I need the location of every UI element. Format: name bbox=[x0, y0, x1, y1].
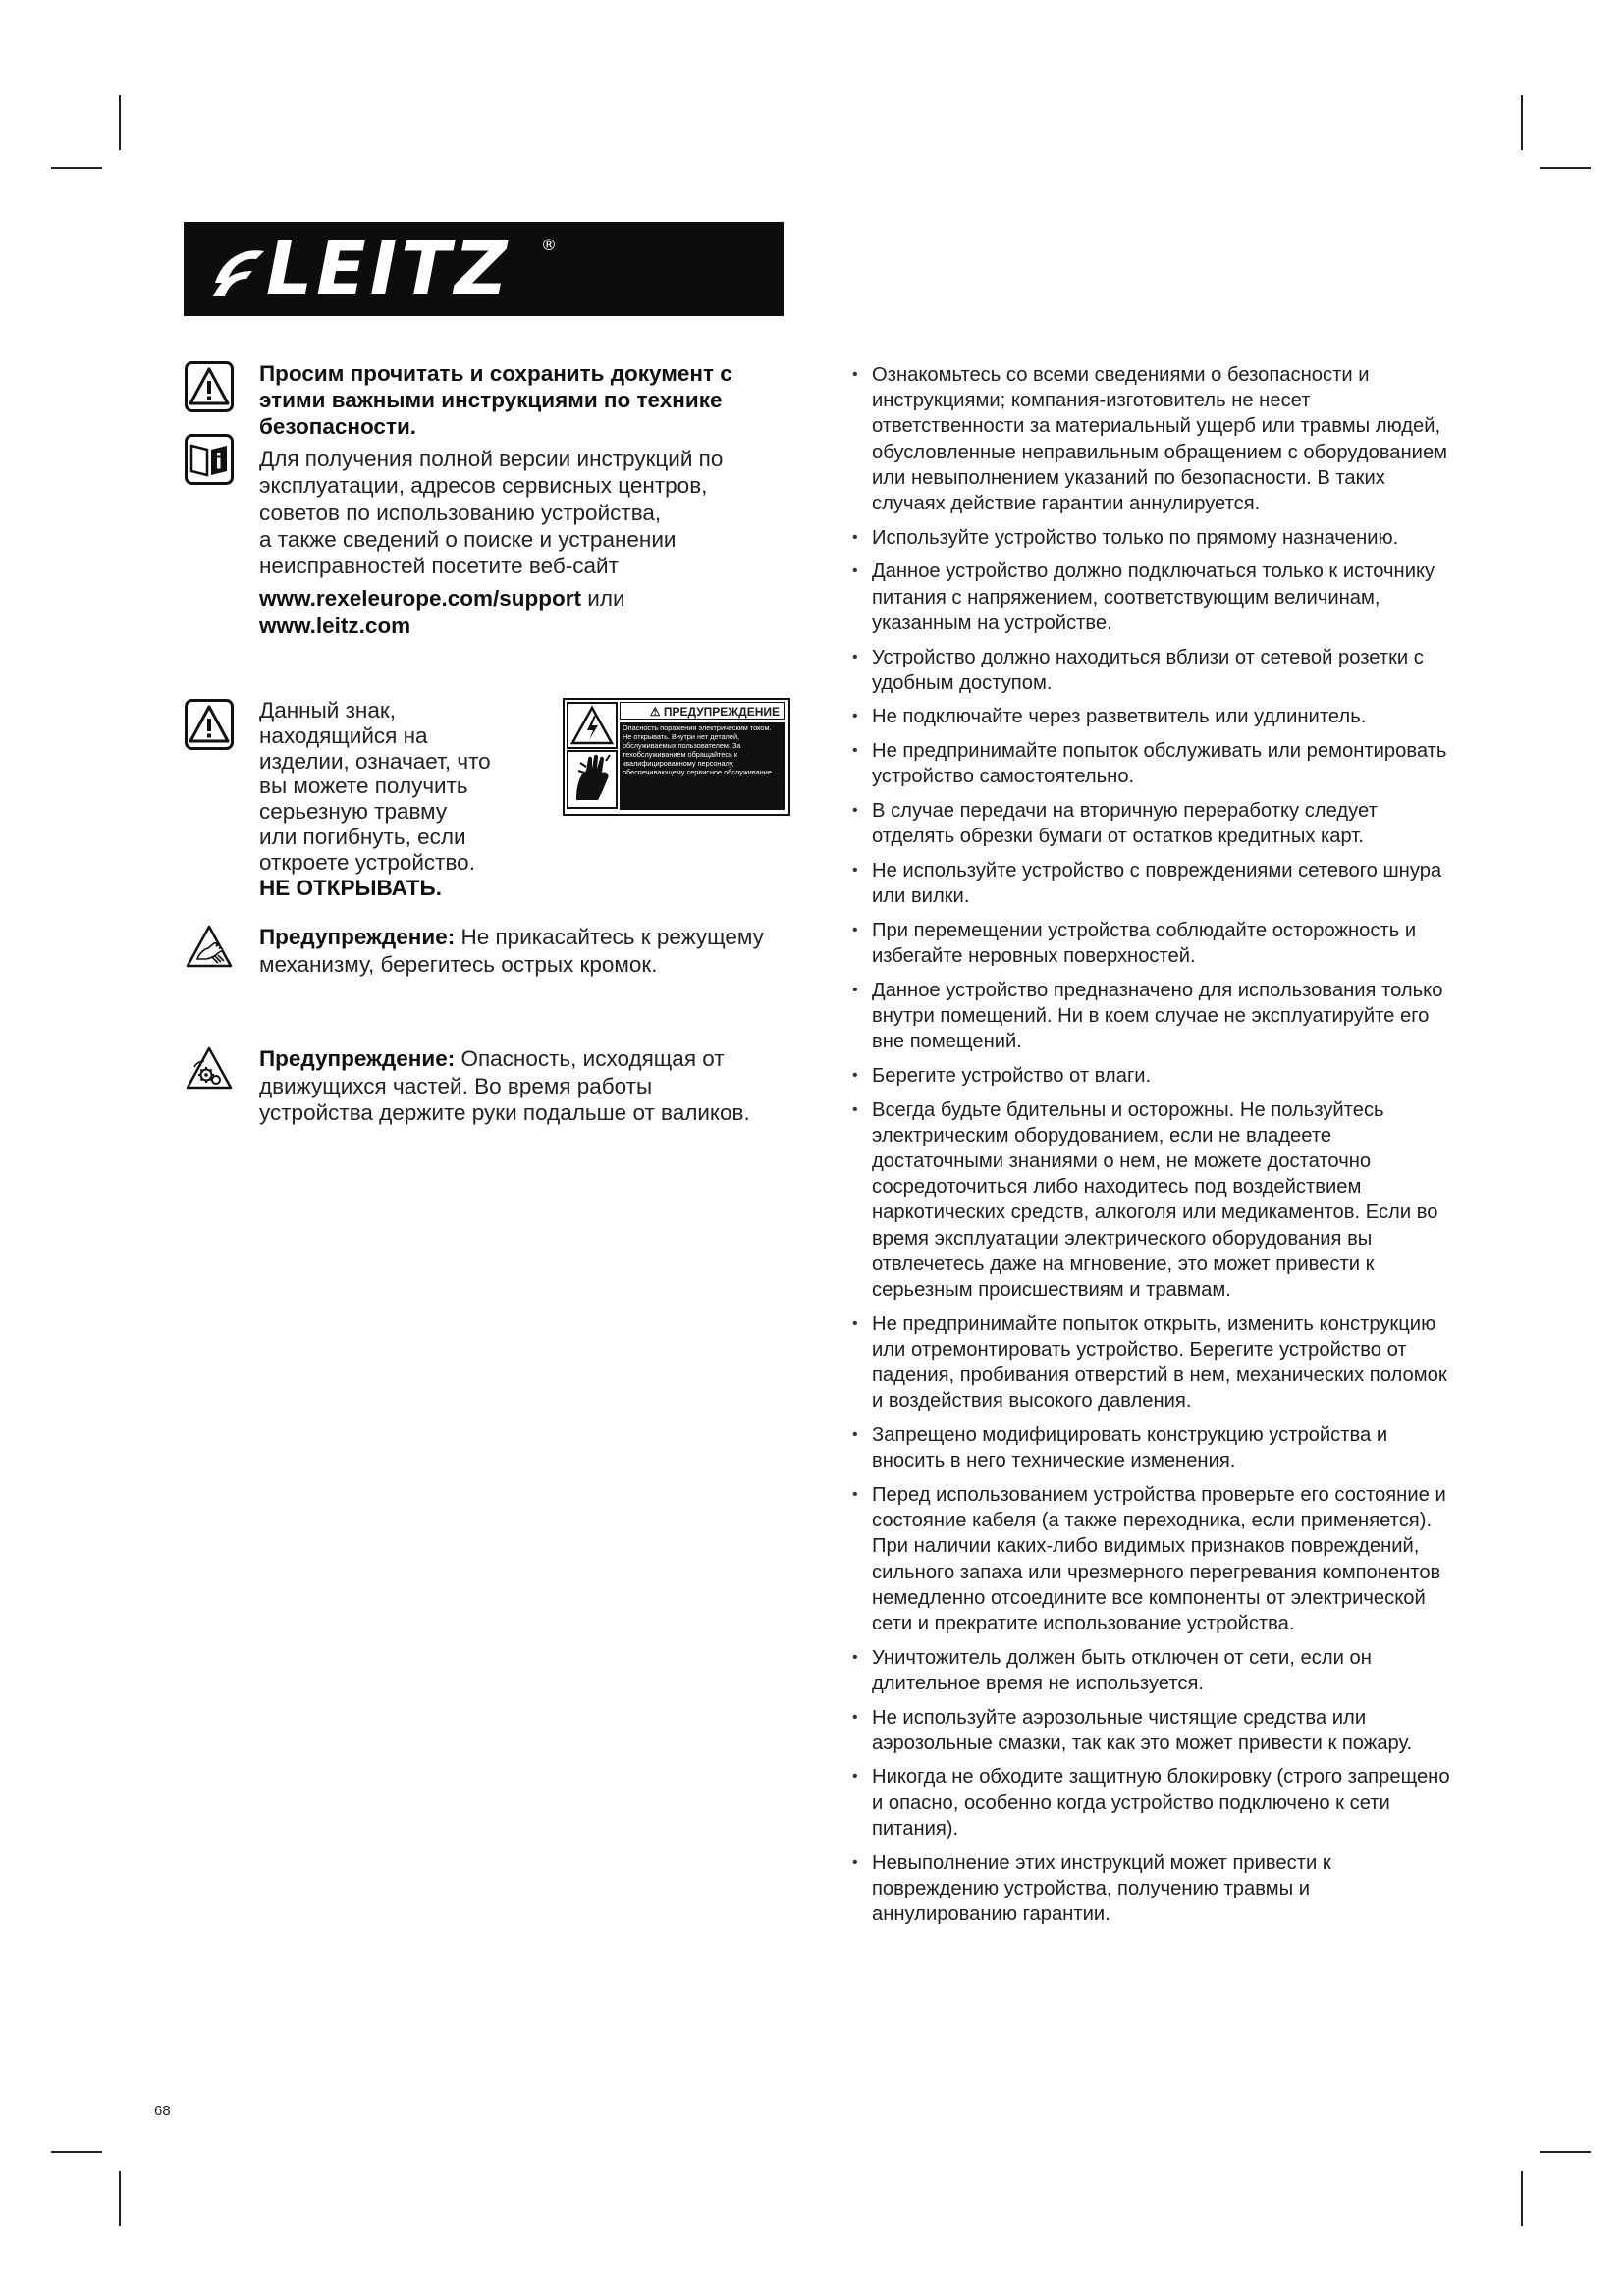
intro-line: эксплуатации, адресов сервисных центров, bbox=[259, 473, 708, 499]
intro-line: неисправностей посетите веб-сайт bbox=[259, 554, 619, 579]
url-or-text: или bbox=[587, 586, 625, 612]
intro-url-line bbox=[259, 613, 789, 639]
sign-line: Данный знак, bbox=[259, 698, 396, 722]
sign-line: откроете устройство. bbox=[259, 849, 475, 875]
list-item: • Устройство должно находиться вблизи от сетевой розетки с удобным доступом. bbox=[850, 645, 1459, 696]
crop-mark bbox=[51, 2151, 102, 2153]
cut-warning bbox=[259, 924, 770, 978]
list-item: • Не используйте аэрозольные чистящие средства или аэрозольные смазки, так как это может привести к пожару. bbox=[850, 1705, 1459, 1756]
do-not-open-text: НЕ ОТКРЫВАТЬ. bbox=[259, 875, 442, 900]
shock-hand-icon bbox=[567, 702, 618, 810]
leitz-url-link[interactable]: www.leitz.com bbox=[259, 613, 411, 638]
intro-body bbox=[259, 446, 789, 639]
intro-line: советов по использованию устройства, bbox=[259, 500, 662, 525]
sign-notice-text bbox=[259, 698, 544, 900]
sign-line: находящийся на bbox=[259, 722, 428, 748]
list-item: • Ознакомьтесь со всеми сведениями о безопасности и инструкциями; компания-изготовитель не несет ответственности за материальный ущерб или травмы людей, обусловленные неправильным обращением с оборудованием или невыполнением указаний по безопасности. В таких случаях действие гарантии аннулируется. bbox=[850, 362, 1459, 516]
list-item: • Берегите устройство от влаги. bbox=[850, 1063, 1459, 1089]
crop-mark bbox=[119, 95, 121, 150]
warning-label: Предупреждение: bbox=[259, 1046, 456, 1071]
support-url-link[interactable]: www.rexeleurope.com/support bbox=[259, 586, 581, 612]
sign-line: или погибнуть, если bbox=[259, 824, 466, 849]
intro-heading: Просим прочитать и сохранить документ с этими важными инструкциями по технике безопасности. bbox=[259, 361, 732, 439]
logo-wordmark: LEITZ bbox=[266, 227, 512, 311]
crop-mark bbox=[1540, 167, 1591, 169]
moving-parts-warning bbox=[259, 1045, 770, 1127]
warning-label: Предупреждение: bbox=[259, 925, 456, 949]
list-item: • Не предпринимайте попыток открыть, изменить конструкцию или отремонтировать устройство. Берегите устройство от падения, пробивания отверстий в нем, механических поломок и воздействия высокого давления. bbox=[850, 1311, 1459, 1415]
sign-line: изделии, означает, что bbox=[259, 748, 491, 774]
sign-line: вы можете получить bbox=[259, 774, 468, 799]
page-number: 68 bbox=[154, 2103, 171, 2119]
warning-label-title: ⚠ ПРЕДУПРЕЖДЕНИЕ bbox=[620, 702, 785, 720]
list-item: • Не используйте устройство с повреждениями сетевого шнура или вилки. bbox=[850, 858, 1459, 909]
warning-triangle-icon bbox=[185, 361, 234, 412]
intro-url-line bbox=[259, 585, 789, 612]
crop-mark bbox=[119, 2171, 121, 2226]
crop-mark bbox=[1521, 2171, 1523, 2226]
list-item: • Невыполнение этих инструкций может привести к повреждению устройства, получению травмы и аннулированию гарантии. bbox=[850, 1850, 1459, 1928]
intro-line: Для получения полной версии инструкций по bbox=[259, 447, 724, 471]
leitz-emblem-icon bbox=[209, 240, 268, 298]
warning-text: Опасность, исходящая от движущихся частей. Во время работы устройства держите руки подальше от валиков. bbox=[259, 1046, 750, 1125]
warning-text: Не прикасайтесь к режущему механизму, берегитесь острых кромок. bbox=[259, 925, 764, 977]
moving-parts-icon bbox=[185, 1045, 234, 1091]
list-item: • Данное устройство должно подключаться только к источнику питания с напряжением, соответствующим величинам, указанным на устройстве. bbox=[850, 559, 1459, 636]
list-item: • Уничтожитель должен быть отключен от сети, если он длительное время не используется. bbox=[850, 1645, 1459, 1696]
list-item: • В случае передачи на вторичную переработку следует отделять обрезки бумаги от остатков кредитных карт. bbox=[850, 798, 1459, 849]
list-item: • Всегда будьте бдительны и осторожны. Не пользуйтесь электрическим оборудованием, если не владеете достаточными знаниями о нем, не можете достаточно сосредоточиться либо находитесь под воздействием наркотических средств, алкоголя или медикаментов. Если во время эксплуатации электрического оборудования вы отвлечетесь даже на мгновение, это может привести к серьезным происшествиям и травмам. bbox=[850, 1097, 1459, 1304]
sign-line: серьезную травму bbox=[259, 799, 448, 825]
list-item: • Перед использованием устройства проверьте его состояние и состояние кабеля (а также переходника, если применяется). При наличии каких-либо видимых признаков повреждений, сильного запаха или чрезмерного перегревания компонентов немедленно отсоедините все компоненты от электрической сети и прекратите использование устройства. bbox=[850, 1482, 1459, 1636]
list-item: • Запрещено модифицировать конструкцию устройства и вносить в него технические изменения. bbox=[850, 1422, 1459, 1473]
registered-mark: ® bbox=[541, 236, 557, 254]
warning-triangle-icon bbox=[185, 699, 234, 750]
sharp-edge-hand-icon bbox=[185, 924, 234, 969]
leitz-logo bbox=[184, 222, 784, 316]
safety-bullet-list bbox=[850, 362, 1459, 1936]
list-item: • Не предпринимайте попыток обслуживать или ремонтировать устройство самостоятельно. bbox=[850, 738, 1459, 789]
list-item: • Не подключайте через разветвитель или удлинитель. bbox=[850, 704, 1459, 729]
warning-label-text: Опасность поражения электрическим током. Не открывать. Внутри нет деталей, обслуживаемых пользователем. За техобслуживанием обращайтесь к квалифицированному персоналу, обеспечивающему сервисное обслуживание. bbox=[620, 722, 785, 810]
warning-label-image bbox=[563, 698, 790, 816]
list-item: • Никогда не обходите защитную блокировку (строго запрещено и опасно, особенно когда устройство подключено к сети питания). bbox=[850, 1764, 1459, 1842]
intro-line: а также сведений о поиске и устранении bbox=[259, 526, 677, 552]
manual-book-icon bbox=[185, 434, 234, 485]
crop-mark bbox=[1540, 2151, 1591, 2153]
list-item: • Используйте устройство только по прямому назначению. bbox=[850, 525, 1459, 551]
list-item: • При перемещении устройства соблюдайте осторожность и избегайте неровных поверхностей. bbox=[850, 918, 1459, 969]
list-item: • Данное устройство предназначено для использования только внутри помещений. Ни в коем случае не эксплуатируйте его вне помещений. bbox=[850, 978, 1459, 1055]
crop-mark bbox=[51, 167, 102, 169]
crop-mark bbox=[1521, 95, 1523, 150]
